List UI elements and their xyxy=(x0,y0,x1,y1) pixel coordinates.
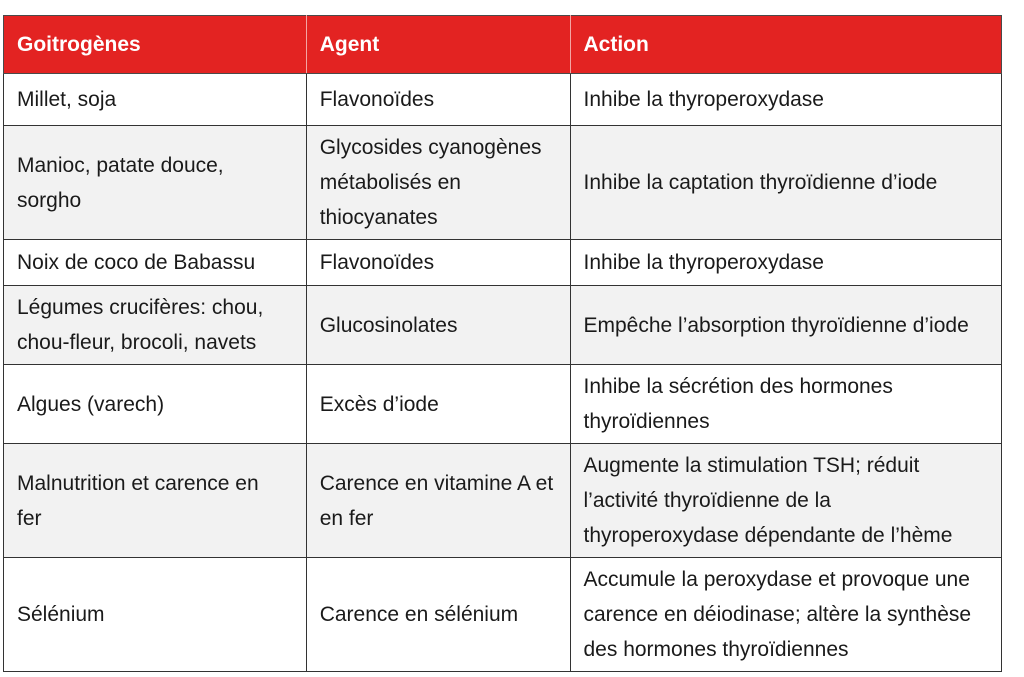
cell-action: Empêche l’absorption thyroïdienne d’iode xyxy=(570,286,1002,365)
cell-action: Accumule la peroxydase et provoque une carence en déiodinase; altère la synthèse des hormones thyroïdiennes xyxy=(570,558,1002,672)
cell-agent: Glycosides cyanogènes métabolisés en thiocyanates xyxy=(306,126,570,240)
goitrogens-table xyxy=(3,15,1002,672)
cell-goitrogen: Légumes crucifères: chou, chou-fleur, brocoli, navets xyxy=(4,286,307,365)
table-row xyxy=(4,558,1002,672)
cell-action: Inhibe la sécrétion des hormones thyroïdiennes xyxy=(570,365,1002,444)
cell-goitrogen: Manioc, patate douce, sorgho xyxy=(4,126,307,240)
cell-action: Inhibe la captation thyroïdienne d’iode xyxy=(570,126,1002,240)
header-goitrogenes: Goitrogènes xyxy=(4,16,307,74)
table-row xyxy=(4,286,1002,365)
cell-goitrogen: Noix de coco de Babassu xyxy=(4,240,307,286)
cell-goitrogen: Millet, soja xyxy=(4,74,307,126)
cell-action: Augmente la stimulation TSH; réduit l’activité thyroïdienne de la thyroperoxydase dépendante de l’hème xyxy=(570,444,1002,558)
cell-agent: Glucosinolates xyxy=(306,286,570,365)
cell-agent: Carence en vitamine A et en fer xyxy=(306,444,570,558)
cell-goitrogen: Algues (varech) xyxy=(4,365,307,444)
cell-action: Inhibe la thyroperoxydase xyxy=(570,240,1002,286)
table-row xyxy=(4,444,1002,558)
cell-agent: Flavonoïdes xyxy=(306,74,570,126)
cell-agent: Carence en sélénium xyxy=(306,558,570,672)
cell-goitrogen: Malnutrition et carence en fer xyxy=(4,444,307,558)
header-action: Action xyxy=(570,16,1002,74)
table-row xyxy=(4,240,1002,286)
table-row xyxy=(4,126,1002,240)
cell-goitrogen: Sélénium xyxy=(4,558,307,672)
cell-agent: Flavonoïdes xyxy=(306,240,570,286)
table-row xyxy=(4,74,1002,126)
cell-agent: Excès d’iode xyxy=(306,365,570,444)
header-row xyxy=(4,16,1002,74)
cell-action: Inhibe la thyroperoxydase xyxy=(570,74,1002,126)
table-row xyxy=(4,365,1002,444)
header-agent: Agent xyxy=(306,16,570,74)
